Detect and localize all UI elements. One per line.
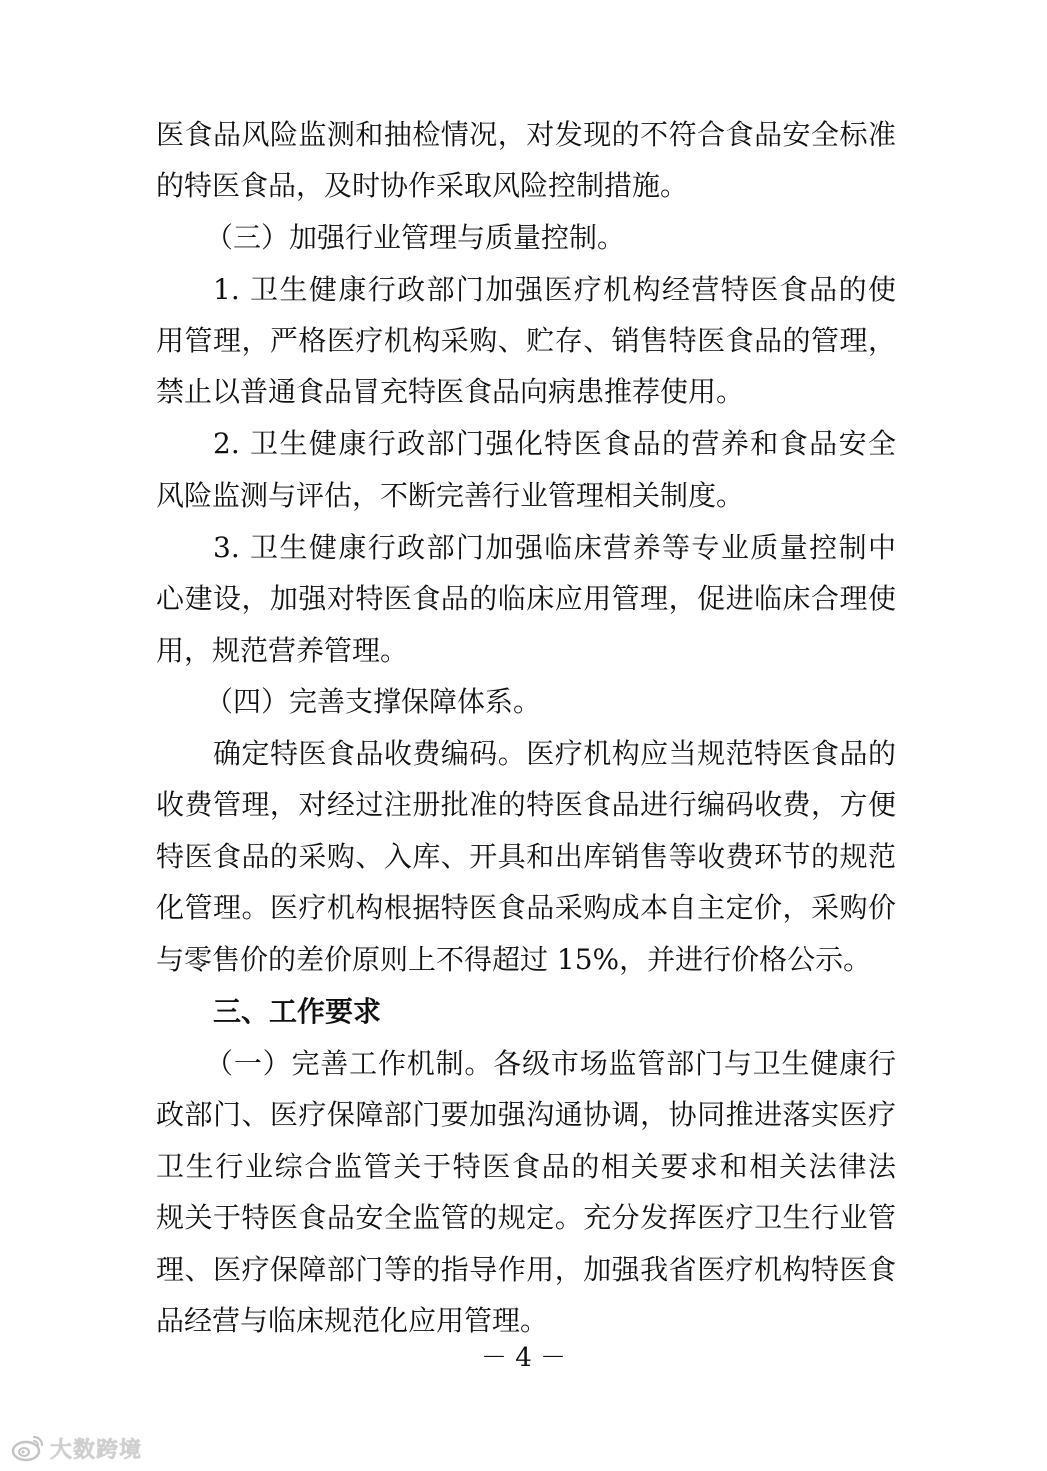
paragraph-line: 品经营与临床规范化应用管理。 <box>156 1304 549 1337</box>
paragraph-line: 化管理。医疗机构根据特医食品采购成本自主定价，采购价 <box>156 891 896 924</box>
paragraph-line: 用管理，严格医疗机构采购、贮存、销售特医食品的管理， <box>156 324 896 357</box>
paragraph-line: 特医食品的采购、入库、开具和出库销售等收费环节的规范 <box>156 840 896 873</box>
paragraph-line: 政部门、医疗保障部门要加强沟通协调，协同推进落实医疗 <box>156 1098 896 1131</box>
watermark <box>10 1428 142 1468</box>
paragraph-line: 用，规范营养管理。 <box>156 634 409 667</box>
section-subheading: （四）完善支撑保障体系。 <box>205 685 542 718</box>
paragraph-line: 的特医食品，及时协作采取风险控制措施。 <box>156 169 689 202</box>
page-number: － 4 － <box>480 1343 567 1373</box>
paragraph-line: 卫生行业综合监管关于特医食品的相关要求和相关法律法 <box>156 1150 896 1183</box>
paragraph-line: 医食品风险监测和抽检情况，对发现的不符合食品安全标准 <box>156 118 896 151</box>
paragraph-line: 1. 卫生健康行政部门加强医疗机构经营特医食品的使 <box>213 273 896 306</box>
paragraph-line: 理、医疗保障部门等的指导作用，加强我省医疗机构特医食 <box>156 1253 896 1286</box>
section-heading: 三、工作要求 <box>213 995 382 1028</box>
paragraph-line: 风险监测与评估，不断完善行业管理相关制度。 <box>156 479 745 512</box>
paragraph-line: （一）完善工作机制。各级市场监管部门与卫生健康行 <box>205 1047 896 1080</box>
paragraph-line: 禁止以普通食品冒充特医食品向病患推荐使用。 <box>156 375 745 408</box>
paragraph-line: 2. 卫生健康行政部门强化特医食品的营养和食品安全 <box>213 427 896 460</box>
paragraph-line: 与零售价的差价原则上不得超过 15%，并进行价格公示。 <box>156 943 872 976</box>
watermark-text: 大数跨境 <box>50 1437 143 1463</box>
paragraph-line: 收费管理，对经过注册批准的特医食品进行编码收费，方便 <box>156 788 896 821</box>
paragraph-line: 心建设，加强对特医食品的临床应用管理，促进临床合理使 <box>156 582 896 615</box>
section-subheading: （三）加强行业管理与质量控制。 <box>205 221 626 254</box>
weibo-logo-icon <box>10 1433 46 1463</box>
paragraph-line: 规关于特医食品安全监管的规定。充分发挥医疗卫生行业管 <box>156 1201 896 1234</box>
paragraph-line: 确定特医食品收费编码。医疗机构应当规范特医食品的 <box>213 737 896 770</box>
paragraph-line: 3. 卫生健康行政部门加强临床营养等专业质量控制中 <box>213 531 896 564</box>
